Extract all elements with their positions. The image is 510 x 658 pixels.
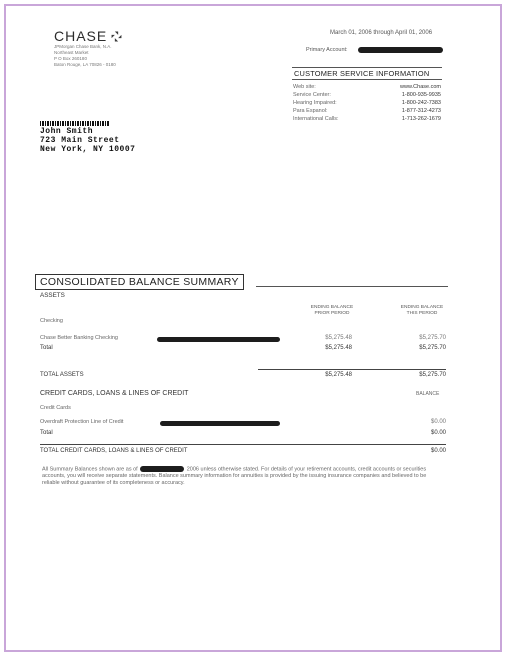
customer-street: 723 Main Street: [40, 136, 120, 145]
csi-value: 1-800-935-9935: [401, 92, 441, 98]
checking-this-balance: $5,275.70: [419, 335, 446, 341]
csi-value: 1-800-242-7383: [401, 100, 441, 106]
summary-divider: [256, 286, 448, 287]
redacted-account-number: [358, 47, 443, 53]
overdraft-label: Overdraft Protection Line of Credit: [40, 419, 124, 425]
csi-label: Service Center:: [293, 92, 331, 98]
column-header-this: [382, 305, 462, 317]
balance-column-header: BALANCE: [416, 391, 440, 397]
total-assets-label: TOTAL ASSETS: [40, 372, 84, 378]
total-credit-balance: $0.00: [430, 448, 446, 454]
credit-total-label: Total: [40, 430, 53, 436]
bank-address-line: JPMorgan Chase Bank, N.A.: [54, 44, 112, 49]
assets-heading: ASSETS: [40, 292, 65, 299]
credit-cards-label: Credit Cards: [40, 405, 71, 411]
column-header-line: ENDING BALANCE: [400, 305, 444, 310]
checking-total-this: $5,275.70: [419, 345, 446, 351]
customer-name: John Smith: [40, 127, 94, 136]
credit-heading: CREDIT CARDS, LOANS & LINES OF CREDIT: [40, 390, 189, 397]
checking-account-name: Chase Better Banking Checking: [40, 335, 118, 341]
redacted-credit-number: [160, 421, 280, 426]
overdraft-balance: $0.00: [430, 419, 446, 425]
csi-label: International Calls:: [293, 116, 339, 122]
chase-octagon-icon: [111, 31, 122, 42]
csi-label: Hearing Impaired:: [293, 100, 337, 106]
column-header-line: ENDING BALANCE: [310, 305, 354, 310]
column-header-line: THIS PERIOD: [406, 311, 438, 316]
total-credit-label: TOTAL CREDIT CARDS, LOANS & LINES OF CREDIT: [40, 448, 188, 454]
postal-barcode: [40, 121, 110, 126]
credit-total-balance: $0.00: [430, 430, 446, 436]
bank-name: CHASE: [54, 28, 108, 44]
customer-service-title: CUSTOMER SERVICE INFORMATION: [292, 67, 442, 80]
csi-value: 1-713-262-1679: [401, 116, 441, 122]
customer-address: [40, 121, 135, 154]
csi-row: [292, 115, 442, 123]
bank-address-line: Northeast Market: [54, 50, 89, 55]
checking-prior-balance: $5,275.48: [325, 335, 352, 341]
bank-address-line: P O Box 260180: [54, 56, 87, 61]
summary-title: CONSOLIDATED BALANCE SUMMARY: [35, 274, 244, 290]
redacted-date: [140, 466, 184, 472]
total-assets-rule: [258, 369, 446, 370]
checking-label: Checking: [40, 318, 63, 324]
total-credit-rule: [40, 444, 446, 445]
bank-address: [54, 44, 116, 68]
checking-total-label: Total: [40, 345, 53, 351]
redacted-checking-number: [157, 337, 280, 342]
csi-label: Web site:: [293, 84, 316, 90]
customer-city: New York, NY 10007: [40, 145, 136, 154]
chase-logo: [54, 28, 122, 44]
csi-value[interactable]: www.Chase.com: [400, 84, 441, 90]
total-assets-this: $5,275.70: [419, 372, 446, 378]
csi-value: 1-877-312-4273: [401, 108, 441, 114]
checking-total-prior: $5,275.48: [325, 345, 352, 351]
column-header-line: PRIOR PERIOD: [314, 311, 350, 316]
statement-period: March 01, 2006 through April 01, 2006: [330, 30, 433, 36]
csi-row: [292, 91, 442, 99]
summary-footnote: [42, 466, 437, 487]
footnote-part1: All Summary Balances shown are as of: [42, 466, 138, 473]
column-header-prior: [292, 305, 372, 317]
primary-account: [306, 47, 443, 53]
bank-address-line: Baton Rouge, LA 70826 - 0180: [54, 62, 116, 67]
csi-label: Para Espanol:: [293, 108, 328, 114]
footnote-part2: 2006 unless otherwise stated. For details of your retirement accounts, credit accounts or securities accounts, you will receive separate statements. Balance summary information for annuities is provided by the issuing insurance companies and believed to be reliable without guarantee of its completeness or accuracy.: [42, 466, 427, 487]
total-assets-prior: $5,275.48: [325, 372, 352, 378]
csi-row: [292, 83, 442, 91]
customer-service-box: [292, 67, 442, 123]
csi-row: [292, 99, 442, 107]
csi-row: [292, 107, 442, 115]
primary-account-label: Primary Account:: [306, 47, 348, 53]
